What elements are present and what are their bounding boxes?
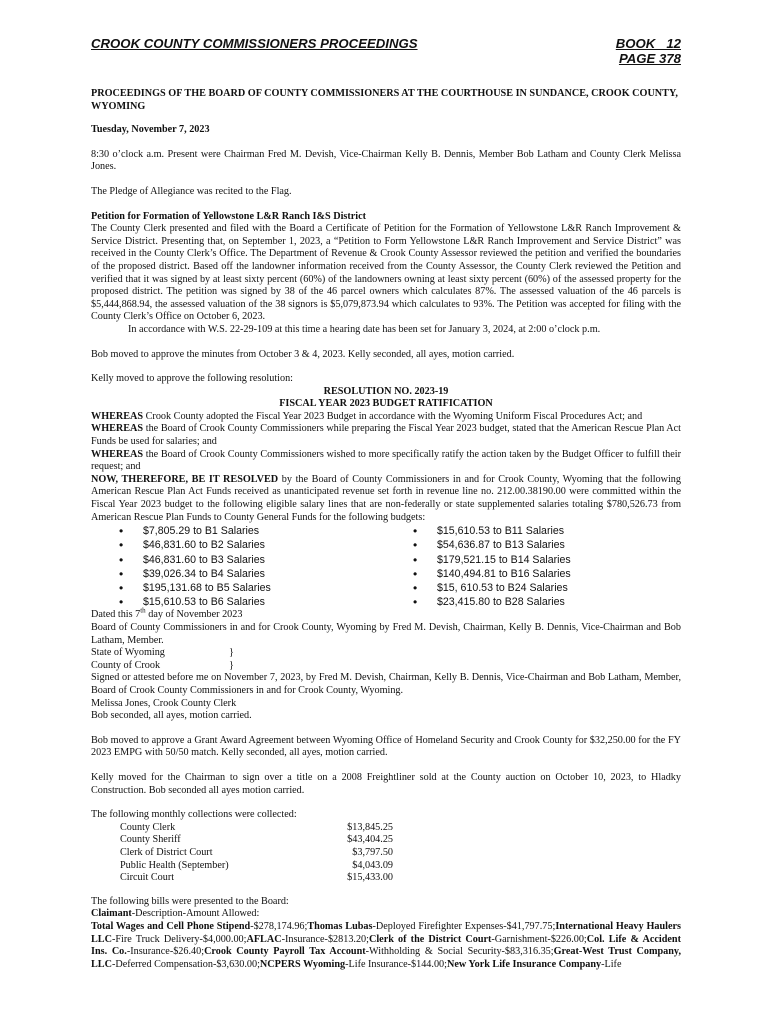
book-page-reference xyxy=(616,36,681,66)
attestation: Signed or attested before me on November 7, 2023, by Fred M. Devish, Chairman, Kelly B. Dennis, Vice-Chairman and Bob Latham, Member, Board of Crook County Commissioners in and for Crook County, Wyoming. xyxy=(91,672,681,696)
county-label: County of Crook xyxy=(91,659,161,671)
claimant-legend-rest: -Description-Amount Allowed: xyxy=(131,908,260,920)
resolution-name: FISCAL YEAR 2023 BUDGET RATIFICATION xyxy=(279,398,493,410)
pledge-paragraph: The Pledge of Allegiance was recited to the Flag. xyxy=(91,185,292,197)
collection-name: County Sheriff xyxy=(120,834,181,846)
board-signature: Board of County Commissioners in and for Crook County, Wyoming by Fred M. Devish, Chairman, Kelly B. Dennis, Vice-Chairman and Bob Latham, Member. xyxy=(91,622,681,646)
collection-name: County Clerk xyxy=(120,821,176,833)
petition-heading: Petition for Formation of Yellowstone L&R Ranch I&S District xyxy=(91,210,367,222)
whereas-text: Crook County adopted the Fiscal Year 2023 Budget in accordance with the Wyoming Uniform Fiscal Procedures Act; and xyxy=(143,410,643,422)
clerk-signature: Melissa Jones, Crook County Clerk xyxy=(91,697,237,709)
bill-claimant: Crook County Payroll Tax Account xyxy=(204,946,366,958)
bill-detail: -Garnishment-$226.00; xyxy=(491,933,587,945)
attendance-paragraph: 8:30 o’clock a.m. Present were Chairman Fred M. Devish, Vice-Chairman Kelly B. Dennis, Member Bob Latham and County Clerk Melissa Jones. xyxy=(91,148,681,173)
page-header xyxy=(91,36,681,66)
whereas-keyword: WHEREAS xyxy=(91,448,144,460)
collection-amount: $13,845.25 xyxy=(347,821,393,833)
collection-amount: $3,797.50 xyxy=(352,846,393,858)
collection-amount: $4,043.09 xyxy=(352,859,393,871)
resolved-clause xyxy=(91,474,681,524)
petition-hearing: In accordance with W.S. 22-29-109 at this time a hearing date has been set for January 3, 2024, at 2:00 o’clock p.m. xyxy=(128,323,601,335)
bill-claimant: AFLAC xyxy=(246,933,282,945)
claimant-label: Claimant xyxy=(91,908,132,920)
whereas-keyword: WHEREAS xyxy=(91,410,144,422)
collections-intro: The following monthly collections were collected: xyxy=(91,809,297,821)
collection-name: Public Health (September) xyxy=(120,859,229,871)
bill-claimant: Col. Life & Accident Ins. Co. xyxy=(91,933,681,958)
collection-name: Clerk of District Court xyxy=(120,846,213,858)
bill-detail: -Fire Truck Delivery-$4,000.00; xyxy=(111,933,247,945)
bill-claimant: Total Wages and Cell Phone Stipend xyxy=(91,920,251,932)
dated-text: Dated this 7 xyxy=(91,609,141,621)
whereas-keyword: WHEREAS xyxy=(91,423,144,435)
budget-item: • $46,831.60 to B2 Salaries xyxy=(91,538,387,552)
bill-detail: -Insurance-$26.40; xyxy=(126,946,205,958)
budget-list xyxy=(91,524,681,609)
budget-item: • $7,805.29 to B1 Salaries xyxy=(91,524,387,538)
bill-claimant: New York Life Insurance Company xyxy=(446,958,602,970)
bills-list xyxy=(91,921,681,971)
petition-body: The County Clerk presented and filed with the Board a Certificate of Petition for the Formation of Yellowstone L&R Ranch Improvement & Service District. Presenting that, on September 1, 2023, a “Petition to Form Yellowstone L&R Ranch Improvement and Service District” was received in the County Clerk’s Office. The Department of Revenue & Crook County Assessor reviewed the petition and verified the boundaries of the proposed district. Based off the landowner information received from the County Assessor, the County Clerk reviewed the Petition and verified that it was signed by at least sixty percent (60%) of the landowners owning at least sixty percent (60%) of the assessed property for the proposed district. The petition was signed by 38 of the 46 parcel owners which calculates 87%. The assessed valuation of the 46 parcels is $5,444,868.94, the assessed valuation of the 38 signors is $5,079,873.94 which calculates to 93%. The Petition was accepted for filing with the County Clerk’s Office on October 6, 2023. xyxy=(91,223,681,323)
proceedings-title: CROOK COUNTY COMMISSIONERS PROCEEDINGS xyxy=(91,36,418,51)
resolution-second: Bob seconded, all ayes, motion carried. xyxy=(91,710,252,722)
resolution-number: RESOLUTION NO. 2023-19 xyxy=(323,385,449,397)
whereas-clause-1 xyxy=(91,411,681,424)
budget-item: • $140,494.81 to B16 Salaries xyxy=(387,567,681,581)
bill-claimant: International Heavy Haulers LLC xyxy=(91,920,681,945)
bills-legend xyxy=(91,908,681,921)
resolved-keyword: NOW, THEREFORE, BE IT RESOLVED xyxy=(91,473,279,485)
whereas-text: the Board of Crook County Commissioners wished to more specifically ratify the action taken by the Budget Officer to fulfill their request; and xyxy=(91,448,681,473)
collection-amount: $15,433.00 xyxy=(347,872,393,884)
dated-text-end: day of November 2023 xyxy=(145,609,243,621)
dated-ordinal: th xyxy=(140,607,146,616)
grant-motion: Bob moved to approve a Grant Award Agreement between Wyoming Office of Homeland Security and Crook County for $32,250.00 for the FY 2023 EMPG with 50/50 match. Kelly seconded, all ayes, motion carried. xyxy=(91,734,681,759)
title-motion: Kelly moved for the Chairman to sign over a title on a 2008 Freightliner sold at the County auction on October 10, 2023, to Hladky Construction. Bob seconded all ayes motion carried. xyxy=(91,771,681,796)
document-heading: PROCEEDINGS OF THE BOARD OF COUNTY COMMISSIONERS AT THE COURTHOUSE IN SUNDANCE, CROOK COUNTY, WYOMING xyxy=(91,88,678,112)
petition-section xyxy=(91,211,681,337)
bill-claimant: Thomas Lubas xyxy=(307,920,373,932)
budget-item: • $39,026.34 to B4 Salaries xyxy=(91,567,387,581)
whereas-clause-2 xyxy=(91,423,681,448)
budget-item: • $15,610.53 to B11 Salaries xyxy=(387,524,681,538)
document-page xyxy=(91,36,681,971)
budget-item: • $15, 610.53 to B24 Salaries xyxy=(387,581,681,595)
collections-table xyxy=(120,822,681,885)
venue-bracket: } xyxy=(229,647,234,659)
book-number: BOOK 12 xyxy=(615,36,681,51)
bill-detail: -Life xyxy=(601,958,622,970)
bill-detail: -Deployed Firefighter Expenses-$41,797.75; xyxy=(372,920,556,932)
bill-detail: -Life Insurance-$144.00; xyxy=(345,958,447,970)
collections-section xyxy=(91,809,681,885)
collection-amount: $43,404.25 xyxy=(347,834,393,846)
minutes-motion: Bob moved to approve the minutes from October 3 & 4, 2023. Kelly seconded, all ayes, motion carried. xyxy=(91,348,515,360)
bill-detail: -Insurance-$2813.20; xyxy=(281,933,369,945)
bills-section xyxy=(91,896,681,972)
budget-item: • $54,636.87 to B13 Salaries xyxy=(387,538,681,552)
budget-item: • $15,610.53 to B6 Salaries xyxy=(91,595,387,609)
budget-item: • $46,831.60 to B3 Salaries xyxy=(91,553,387,567)
dated-line xyxy=(91,609,681,622)
bill-detail: -$278,174.96; xyxy=(250,920,308,932)
budget-list-right xyxy=(387,524,681,609)
whereas-text: the Board of Crook County Commissioners while preparing the Fiscal Year 2023 budget, stated that the American Rescue Plan Act Funds be used for salaries; and xyxy=(91,423,681,448)
venue-block xyxy=(91,647,681,672)
bill-detail: -Withholding & Social Security-$83,316.35; xyxy=(365,946,554,958)
page-number: PAGE 378 xyxy=(618,51,681,66)
bill-detail: -Deferred Compensation-$3,630.00; xyxy=(111,958,260,970)
collection-name: Circuit Court xyxy=(120,872,175,884)
meeting-date: Tuesday, November 7, 2023 xyxy=(91,124,210,136)
resolution-intro: Kelly moved to approve the following resolution: xyxy=(91,373,294,385)
resolution-section xyxy=(91,373,681,723)
budget-item: • $23,415.80 to B28 Salaries xyxy=(387,595,681,609)
state-label: State of Wyoming xyxy=(91,647,165,659)
bills-intro: The following bills were presented to the Board: xyxy=(91,895,289,907)
budget-list-left xyxy=(91,524,387,609)
bill-claimant: Great-West Trust Company, LLC xyxy=(91,946,681,970)
venue-bracket: } xyxy=(229,659,234,671)
resolved-text: by the Board of County Commissioners in and for Crook County, Wyoming that the following American Rescue Plan Act Funds received as unanticipated revenue set forth in revenue line no. 212.00.38190.00 were committed within the Fiscal Year 2023 budget to the following eligible salary lines that are non-federally or state supplemented salaries totaling $780,526.73 from American Rescue Plan Funds to County General Funds for the following budgets: xyxy=(91,473,681,523)
whereas-clause-3 xyxy=(91,449,681,474)
budget-item: • $195,131.68 to B5 Salaries xyxy=(91,581,387,595)
bill-claimant: NCPERS Wyoming xyxy=(259,958,346,970)
budget-item: • $179,521.15 to B14 Salaries xyxy=(387,553,681,567)
bill-claimant: Clerk of the District Court xyxy=(368,933,492,945)
